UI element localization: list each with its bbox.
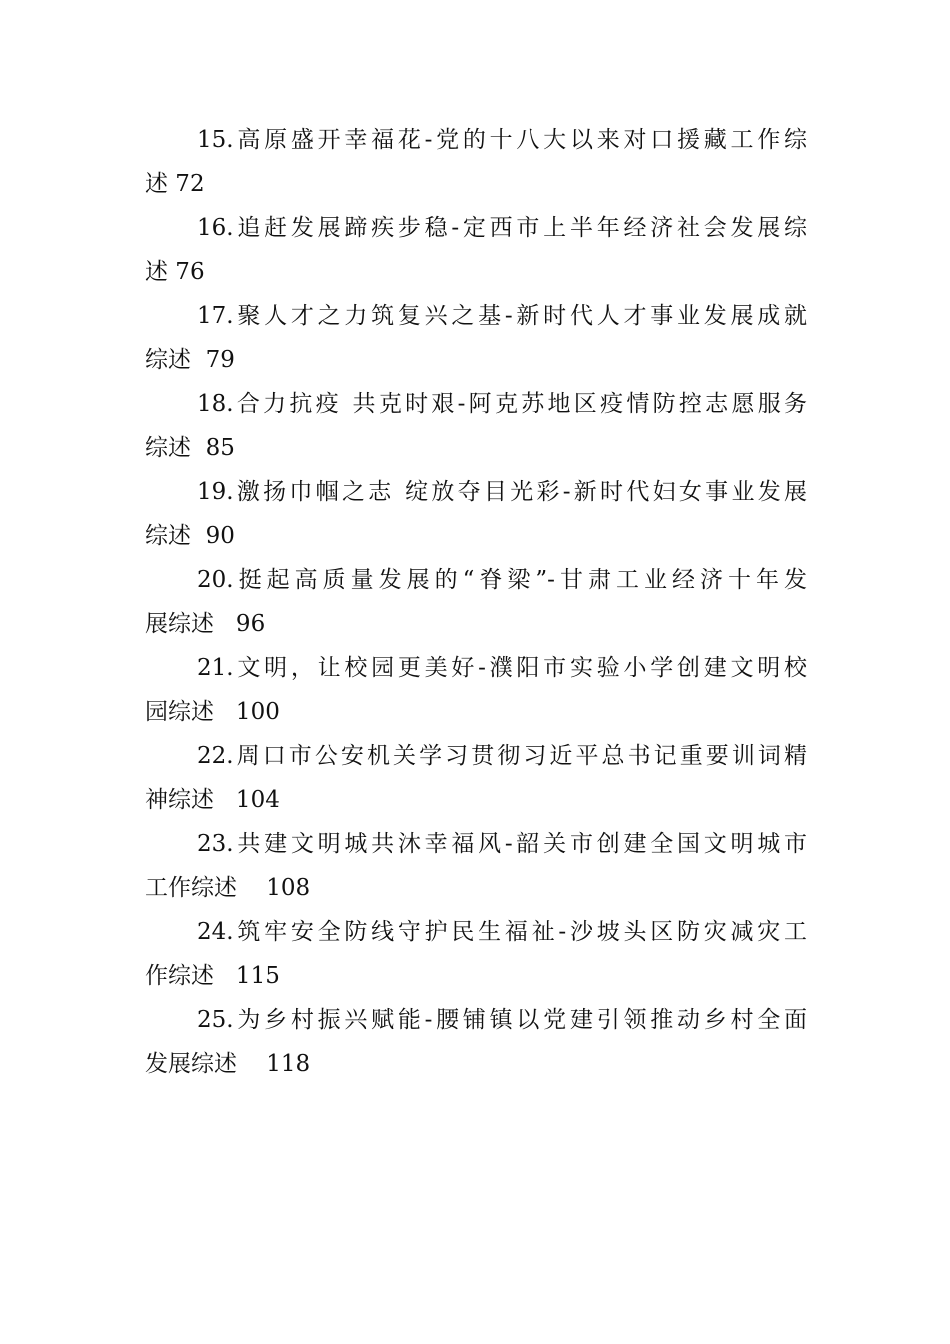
toc-entry-title: 22.周口市公安机关学习贯彻习近平总书记重要训词精 [197, 743, 807, 769]
toc-entry-page: 发展综述 118 [145, 1051, 311, 1077]
toc-entry-title: 25.为乡村振兴赋能-腰铺镇以党建引领推动乡村全面 [197, 1007, 807, 1033]
toc-entry-18[interactable] [145, 382, 807, 470]
toc-entry-title: 16.追赶发展蹄疾步稳-定西市上半年经济社会发展综 [197, 215, 807, 241]
toc-entry-title: 15.高原盛开幸福花-党的十八大以来对口援藏工作综 [197, 127, 807, 153]
toc-entry-page: 展综述 96 [145, 611, 266, 637]
toc-entry-20[interactable] [145, 558, 807, 646]
table-of-contents [145, 118, 807, 1086]
toc-entry-title: 20.挺起高质量发展的“脊梁”-甘肃工业经济十年发 [197, 567, 807, 593]
toc-entry-title: 18.合力抗疫 共克时艰-阿克苏地区疫情防控志愿服务 [197, 391, 807, 417]
toc-entry-page: 园综述 100 [145, 699, 280, 725]
toc-entry-16[interactable] [145, 206, 807, 294]
toc-entry-19[interactable] [145, 470, 807, 558]
toc-entry-page: 述 76 [145, 259, 205, 285]
toc-entry-17[interactable] [145, 294, 807, 382]
toc-entry-page: 综述 85 [145, 435, 235, 461]
toc-entry-page: 综述 79 [145, 347, 235, 373]
toc-entry-15[interactable] [145, 118, 807, 206]
toc-entry-24[interactable] [145, 910, 807, 998]
toc-entry-page: 综述 90 [145, 523, 235, 549]
toc-entry-21[interactable] [145, 646, 807, 734]
toc-entry-page: 工作综述 108 [145, 875, 311, 901]
toc-entry-page: 述 72 [145, 171, 205, 197]
toc-entry-title: 24.筑牢安全防线守护民生福祉-沙坡头区防灾减灾工 [197, 919, 807, 945]
toc-entry-title: 19.激扬巾帼之志 绽放夺目光彩-新时代妇女事业发展 [197, 479, 807, 505]
toc-entry-23[interactable] [145, 822, 807, 910]
toc-entry-title: 21.文明，让校园更美好-濮阳市实验小学创建文明校 [197, 655, 807, 681]
toc-entry-page: 神综述 104 [145, 787, 280, 813]
toc-entry-title: 23.共建文明城共沐幸福风-韶关市创建全国文明城市 [197, 831, 807, 857]
toc-entry-22[interactable] [145, 734, 807, 822]
toc-entry-25[interactable] [145, 998, 807, 1086]
toc-entry-page: 作综述 115 [145, 963, 280, 989]
toc-entry-title: 17.聚人才之力筑复兴之基-新时代人才事业发展成就 [197, 303, 807, 329]
